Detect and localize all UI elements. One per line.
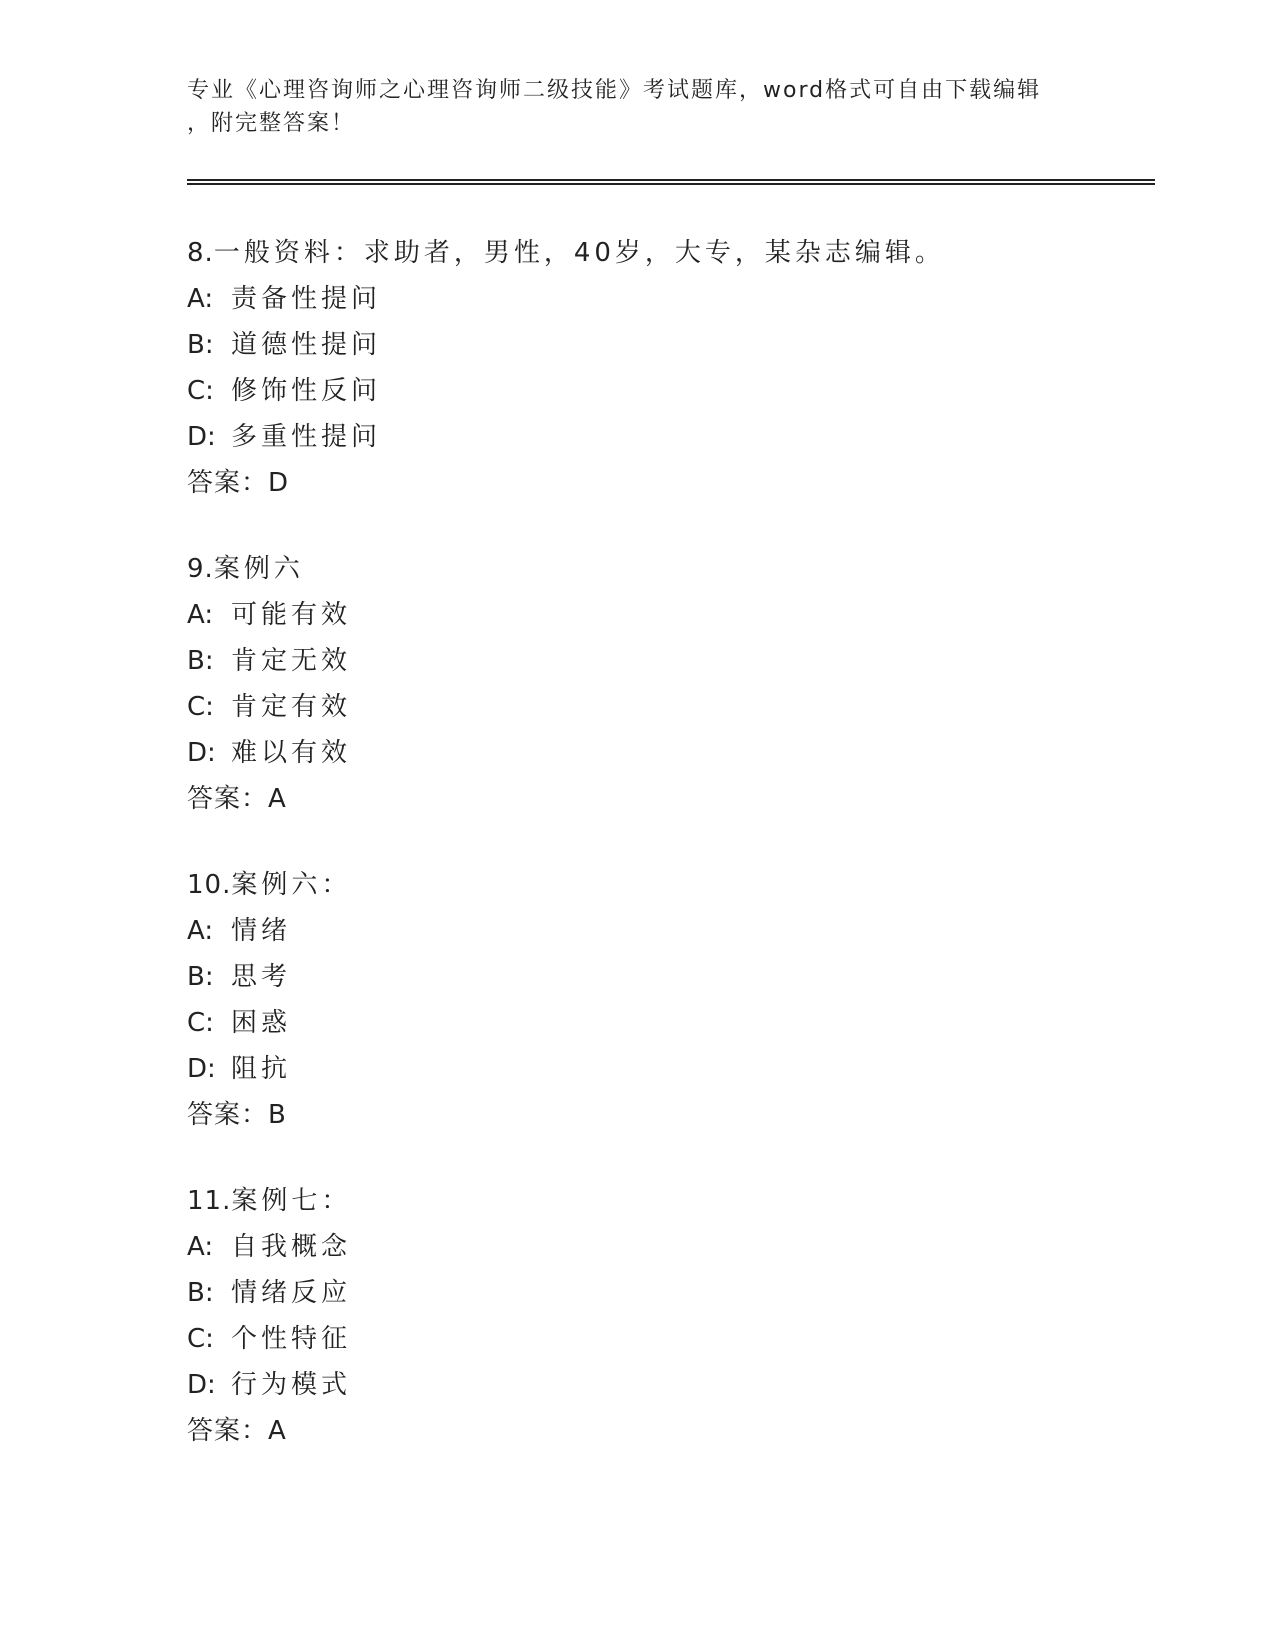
question-number: 10. [187,870,232,900]
header-divider-top [187,179,1155,181]
option-letter: A: [187,600,214,630]
option-d [187,1046,1087,1092]
question-stem: 一般资料：求助者，男性，40岁，大专，某杂志编辑。 [213,238,945,268]
option-letter: C: [187,376,214,406]
option-letter: A: [187,916,214,946]
option-c [187,368,1087,414]
option-a [187,1224,1087,1270]
option-text: 困惑 [231,1008,292,1038]
option-a [187,592,1087,638]
question-number: 9. [187,554,214,584]
option-letter: D: [187,738,216,768]
option-d [187,730,1087,776]
question-number: 11. [187,1186,232,1216]
option-text: 难以有效 [231,738,352,768]
option-letter: B: [187,962,214,992]
option-text: 肯定有效 [231,692,352,722]
question-stem: 案例六 [213,554,304,584]
option-text: 情绪反应 [231,1278,352,1308]
option-text: 多重性提问 [231,422,382,452]
header-line-1: 专业《心理咨询师之心理咨询师二级技能》考试题库，word格式可自由下载编辑 [187,78,1042,103]
option-letter: B: [187,646,214,676]
question-title [187,862,1087,908]
option-text: 肯定无效 [231,646,352,676]
option-text: 道德性提问 [231,330,382,360]
option-letter: C: [187,692,214,722]
question-10 [187,862,1087,1138]
option-letter: A: [187,1232,214,1262]
option-a [187,908,1087,954]
question-stem: 案例七： [231,1186,352,1216]
question-8 [187,230,1087,506]
question-number: 8. [187,238,214,268]
option-a [187,276,1087,322]
option-text: 可能有效 [231,600,352,630]
option-b [187,322,1087,368]
option-text: 自我概念 [231,1232,352,1262]
option-letter: C: [187,1008,214,1038]
option-c [187,1000,1087,1046]
option-b [187,954,1087,1000]
question-9 [187,546,1087,822]
option-letter: D: [187,422,216,452]
option-letter: B: [187,1278,214,1308]
option-b [187,638,1087,684]
option-d [187,414,1087,460]
header-line-2: ，附完整答案！ [187,111,356,136]
option-letter: A: [187,284,214,314]
answer-line: 答案：A [187,1416,287,1446]
option-text: 思考 [231,962,292,992]
option-c [187,1316,1087,1362]
question-title [187,546,1087,592]
document-header [187,74,1077,140]
option-text: 阻抗 [231,1054,292,1084]
option-text: 情绪 [231,916,292,946]
option-text: 责备性提问 [231,284,382,314]
option-c [187,684,1087,730]
question-stem: 案例六： [231,870,352,900]
option-letter: D: [187,1370,216,1400]
option-letter: C: [187,1324,214,1354]
option-text: 修饰性反问 [231,376,382,406]
answer-line: 答案：B [187,1100,287,1130]
option-letter: B: [187,330,214,360]
question-title [187,1178,1087,1224]
question-11 [187,1178,1087,1454]
question-title [187,230,1087,276]
option-text: 个性特征 [231,1324,352,1354]
answer-line: 答案：D [187,468,290,498]
option-b [187,1270,1087,1316]
option-text: 行为模式 [231,1370,352,1400]
option-letter: D: [187,1054,216,1084]
answer-line: 答案：A [187,784,287,814]
option-d [187,1362,1087,1408]
header-divider-bottom [187,183,1155,185]
